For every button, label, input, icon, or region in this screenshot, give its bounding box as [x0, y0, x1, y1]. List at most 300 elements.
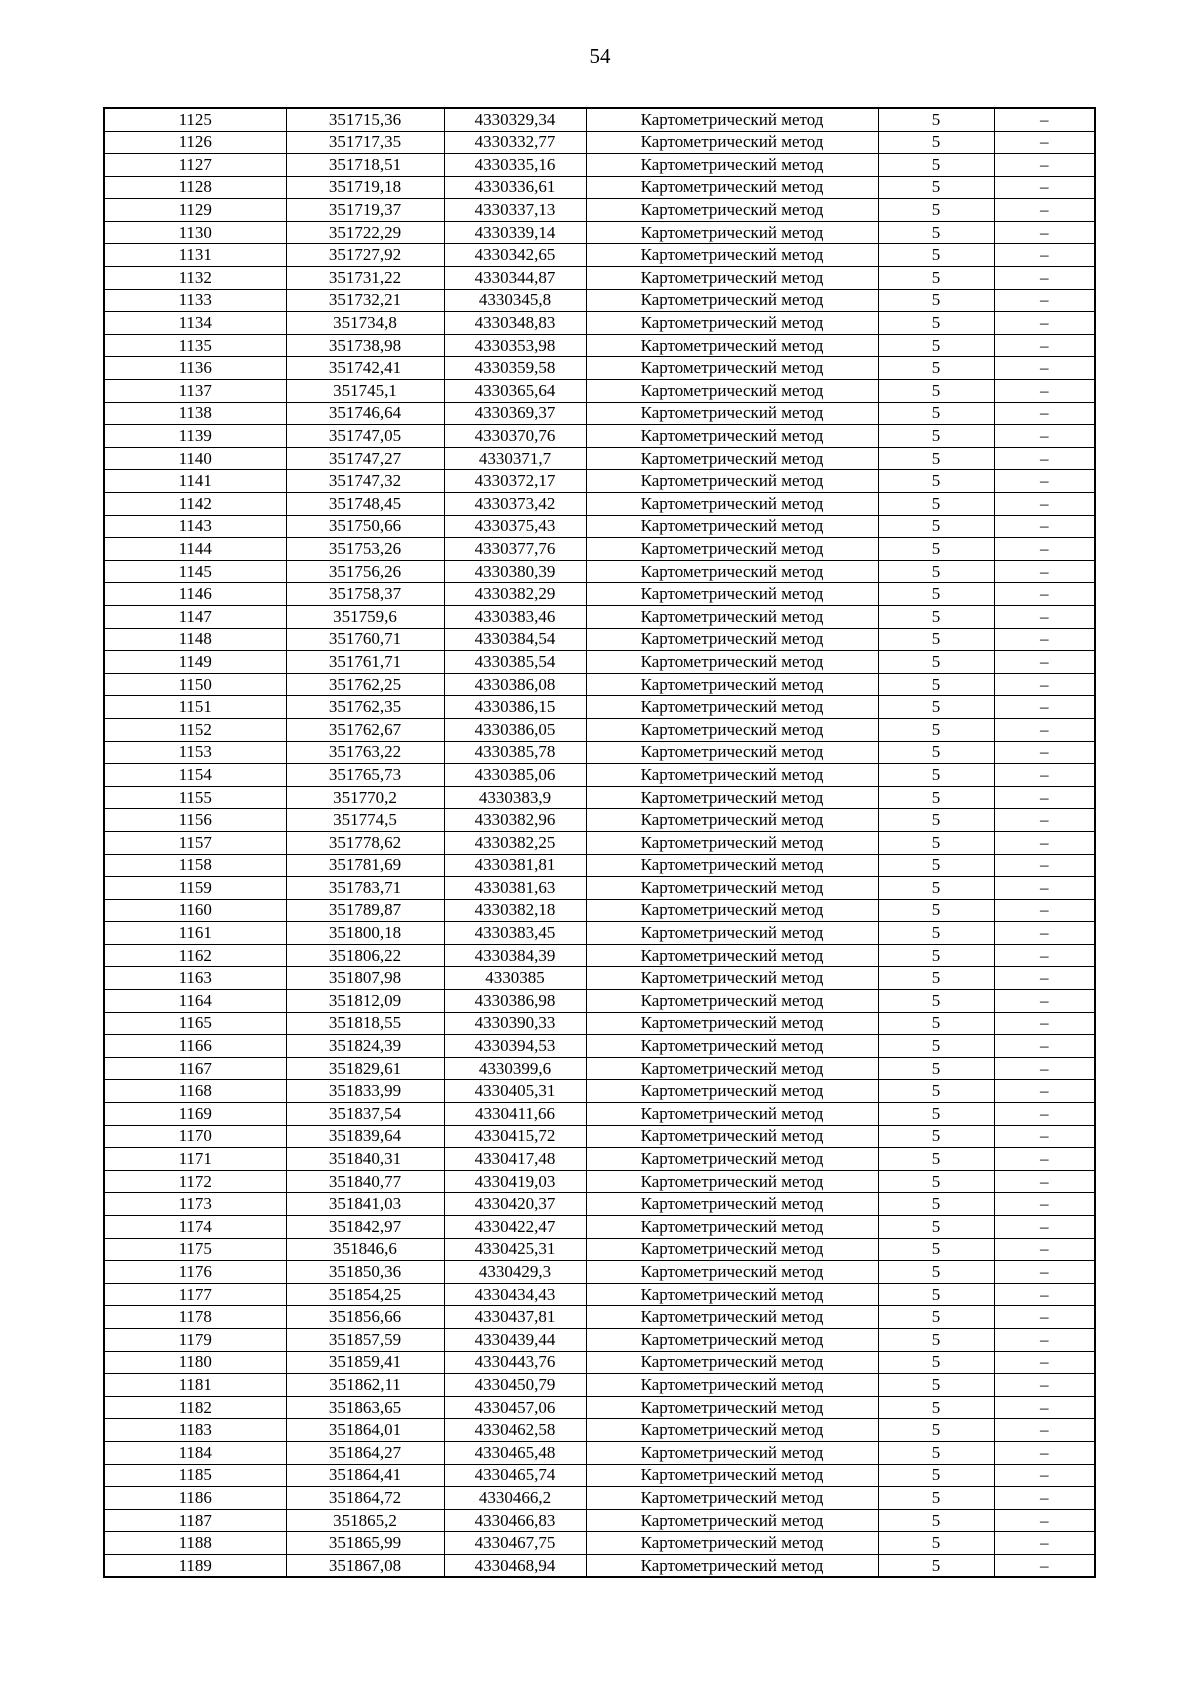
point-number-cell: 1185: [104, 1464, 286, 1487]
accuracy-cell: 5: [878, 1487, 994, 1510]
note-cell: –: [994, 1238, 1095, 1261]
y-coordinate-cell: 4330382,96: [444, 809, 586, 832]
table-row: [104, 651, 1095, 674]
method-cell: Картометрический метод: [586, 1261, 878, 1284]
x-coordinate-cell: 351846,6: [286, 1238, 444, 1261]
accuracy-cell: 5: [878, 673, 994, 696]
y-coordinate-cell: 4330386,98: [444, 990, 586, 1013]
method-cell: Картометрический метод: [586, 628, 878, 651]
y-coordinate-cell: 4330382,25: [444, 831, 586, 854]
note-cell: –: [994, 1103, 1095, 1126]
accuracy-cell: 5: [878, 1374, 994, 1397]
point-number-cell: 1133: [104, 289, 286, 312]
method-cell: Картометрический метод: [586, 1306, 878, 1329]
method-cell: Картометрический метод: [586, 1103, 878, 1126]
table-row: [104, 1441, 1095, 1464]
x-coordinate-cell: 351742,41: [286, 357, 444, 380]
point-number-cell: 1162: [104, 944, 286, 967]
table-row: [104, 244, 1095, 267]
x-coordinate-cell: 351839,64: [286, 1125, 444, 1148]
method-cell: Картометрический метод: [586, 1419, 878, 1442]
y-coordinate-cell: 4330411,66: [444, 1103, 586, 1126]
table-row: [104, 1193, 1095, 1216]
point-number-cell: 1166: [104, 1035, 286, 1058]
x-coordinate-cell: 351806,22: [286, 944, 444, 967]
y-coordinate-cell: 4330337,13: [444, 199, 586, 222]
y-coordinate-cell: 4330373,42: [444, 493, 586, 516]
table-row: [104, 267, 1095, 290]
accuracy-cell: 5: [878, 1238, 994, 1261]
point-number-cell: 1174: [104, 1216, 286, 1239]
x-coordinate-cell: 351857,59: [286, 1328, 444, 1351]
table-row: [104, 764, 1095, 787]
note-cell: –: [994, 447, 1095, 470]
accuracy-cell: 5: [878, 357, 994, 380]
point-number-cell: 1159: [104, 877, 286, 900]
note-cell: –: [994, 334, 1095, 357]
coordinates-table-body: [104, 108, 1095, 1577]
note-cell: –: [994, 108, 1095, 131]
accuracy-cell: 5: [878, 1170, 994, 1193]
note-cell: –: [994, 221, 1095, 244]
note-cell: –: [994, 1554, 1095, 1577]
point-number-cell: 1172: [104, 1170, 286, 1193]
point-number-cell: 1137: [104, 380, 286, 403]
note-cell: –: [994, 1148, 1095, 1171]
note-cell: –: [994, 944, 1095, 967]
point-number-cell: 1184: [104, 1441, 286, 1464]
method-cell: Картометрический метод: [586, 786, 878, 809]
x-coordinate-cell: 351762,35: [286, 696, 444, 719]
method-cell: Картометрический метод: [586, 1125, 878, 1148]
accuracy-cell: 5: [878, 1057, 994, 1080]
accuracy-cell: 5: [878, 154, 994, 177]
note-cell: –: [994, 1532, 1095, 1555]
method-cell: Картометрический метод: [586, 244, 878, 267]
y-coordinate-cell: 4330386,15: [444, 696, 586, 719]
point-number-cell: 1129: [104, 199, 286, 222]
point-number-cell: 1170: [104, 1125, 286, 1148]
note-cell: –: [994, 1035, 1095, 1058]
note-cell: –: [994, 357, 1095, 380]
y-coordinate-cell: 4330336,61: [444, 176, 586, 199]
table-row: [104, 1464, 1095, 1487]
x-coordinate-cell: 351824,39: [286, 1035, 444, 1058]
method-cell: Картометрический метод: [586, 1532, 878, 1555]
x-coordinate-cell: 351812,09: [286, 990, 444, 1013]
note-cell: –: [994, 493, 1095, 516]
accuracy-cell: 5: [878, 899, 994, 922]
note-cell: –: [994, 1396, 1095, 1419]
accuracy-cell: 5: [878, 1283, 994, 1306]
table-row: [104, 1216, 1095, 1239]
method-cell: Картометрический метод: [586, 651, 878, 674]
point-number-cell: 1136: [104, 357, 286, 380]
note-cell: –: [994, 1125, 1095, 1148]
point-number-cell: 1149: [104, 651, 286, 674]
method-cell: Картометрический метод: [586, 515, 878, 538]
method-cell: Картометрический метод: [586, 673, 878, 696]
table-row: [104, 1261, 1095, 1284]
point-number-cell: 1154: [104, 764, 286, 787]
accuracy-cell: 5: [878, 1193, 994, 1216]
method-cell: Картометрический метод: [586, 267, 878, 290]
accuracy-cell: 5: [878, 628, 994, 651]
x-coordinate-cell: 351807,98: [286, 967, 444, 990]
table-row: [104, 1057, 1095, 1080]
table-row: [104, 854, 1095, 877]
point-number-cell: 1163: [104, 967, 286, 990]
x-coordinate-cell: 351732,21: [286, 289, 444, 312]
table-row: [104, 1012, 1095, 1035]
y-coordinate-cell: 4330417,48: [444, 1148, 586, 1171]
point-number-cell: 1161: [104, 922, 286, 945]
table-row: [104, 131, 1095, 154]
method-cell: Картометрический метод: [586, 1193, 878, 1216]
y-coordinate-cell: 4330385,78: [444, 741, 586, 764]
note-cell: –: [994, 1374, 1095, 1397]
note-cell: –: [994, 786, 1095, 809]
table-row: [104, 583, 1095, 606]
method-cell: Картометрический метод: [586, 1012, 878, 1035]
accuracy-cell: 5: [878, 1103, 994, 1126]
accuracy-cell: 5: [878, 425, 994, 448]
y-coordinate-cell: 4330465,74: [444, 1464, 586, 1487]
point-number-cell: 1141: [104, 470, 286, 493]
point-number-cell: 1180: [104, 1351, 286, 1374]
y-coordinate-cell: 4330385: [444, 967, 586, 990]
table-row: [104, 741, 1095, 764]
method-cell: Картометрический метод: [586, 1057, 878, 1080]
method-cell: Картометрический метод: [586, 1374, 878, 1397]
note-cell: –: [994, 131, 1095, 154]
point-number-cell: 1134: [104, 312, 286, 335]
x-coordinate-cell: 351800,18: [286, 922, 444, 945]
point-number-cell: 1160: [104, 899, 286, 922]
x-coordinate-cell: 351842,97: [286, 1216, 444, 1239]
y-coordinate-cell: 4330342,65: [444, 244, 586, 267]
table-row: [104, 1170, 1095, 1193]
x-coordinate-cell: 351862,11: [286, 1374, 444, 1397]
note-cell: –: [994, 922, 1095, 945]
x-coordinate-cell: 351738,98: [286, 334, 444, 357]
y-coordinate-cell: 4330457,06: [444, 1396, 586, 1419]
x-coordinate-cell: 351774,5: [286, 809, 444, 832]
point-number-cell: 1168: [104, 1080, 286, 1103]
note-cell: –: [994, 1012, 1095, 1035]
x-coordinate-cell: 351717,35: [286, 131, 444, 154]
method-cell: Картометрический метод: [586, 1487, 878, 1510]
note-cell: –: [994, 176, 1095, 199]
method-cell: Картометрический метод: [586, 425, 878, 448]
note-cell: –: [994, 1419, 1095, 1442]
note-cell: –: [994, 289, 1095, 312]
x-coordinate-cell: 351763,22: [286, 741, 444, 764]
note-cell: –: [994, 470, 1095, 493]
note-cell: –: [994, 1509, 1095, 1532]
accuracy-cell: 5: [878, 380, 994, 403]
method-cell: Картометрический метод: [586, 967, 878, 990]
note-cell: –: [994, 1283, 1095, 1306]
x-coordinate-cell: 351770,2: [286, 786, 444, 809]
point-number-cell: 1187: [104, 1509, 286, 1532]
method-cell: Картометрический метод: [586, 312, 878, 335]
table-row: [104, 493, 1095, 516]
method-cell: Картометрический метод: [586, 1148, 878, 1171]
method-cell: Картометрический метод: [586, 1509, 878, 1532]
accuracy-cell: 5: [878, 402, 994, 425]
y-coordinate-cell: 4330371,7: [444, 447, 586, 470]
note-cell: –: [994, 244, 1095, 267]
x-coordinate-cell: 351746,64: [286, 402, 444, 425]
x-coordinate-cell: 351758,37: [286, 583, 444, 606]
method-cell: Картометрический метод: [586, 1283, 878, 1306]
note-cell: –: [994, 764, 1095, 787]
note-cell: –: [994, 628, 1095, 651]
note-cell: –: [994, 267, 1095, 290]
accuracy-cell: 5: [878, 1125, 994, 1148]
table-row: [104, 1554, 1095, 1577]
method-cell: Картометрический метод: [586, 108, 878, 131]
accuracy-cell: 5: [878, 493, 994, 516]
y-coordinate-cell: 4330466,2: [444, 1487, 586, 1510]
accuracy-cell: 5: [878, 221, 994, 244]
accuracy-cell: 5: [878, 786, 994, 809]
table-row: [104, 673, 1095, 696]
point-number-cell: 1150: [104, 673, 286, 696]
note-cell: –: [994, 899, 1095, 922]
table-row: [104, 199, 1095, 222]
table-row: [104, 786, 1095, 809]
method-cell: Картометрический метод: [586, 1351, 878, 1374]
note-cell: –: [994, 402, 1095, 425]
y-coordinate-cell: 4330383,45: [444, 922, 586, 945]
y-coordinate-cell: 4330422,47: [444, 1216, 586, 1239]
point-number-cell: 1178: [104, 1306, 286, 1329]
y-coordinate-cell: 4330381,63: [444, 877, 586, 900]
method-cell: Картометрический метод: [586, 154, 878, 177]
x-coordinate-cell: 351789,87: [286, 899, 444, 922]
table-row: [104, 1306, 1095, 1329]
y-coordinate-cell: 4330467,75: [444, 1532, 586, 1555]
table-row: [104, 628, 1095, 651]
y-coordinate-cell: 4330348,83: [444, 312, 586, 335]
method-cell: Картометрический метод: [586, 922, 878, 945]
accuracy-cell: 5: [878, 1532, 994, 1555]
accuracy-cell: 5: [878, 1554, 994, 1577]
y-coordinate-cell: 4330425,31: [444, 1238, 586, 1261]
x-coordinate-cell: 351841,03: [286, 1193, 444, 1216]
point-number-cell: 1173: [104, 1193, 286, 1216]
method-cell: Картометрический метод: [586, 447, 878, 470]
note-cell: –: [994, 1351, 1095, 1374]
note-cell: –: [994, 1216, 1095, 1239]
method-cell: Картометрический метод: [586, 809, 878, 832]
method-cell: Картометрический метод: [586, 1238, 878, 1261]
note-cell: –: [994, 1464, 1095, 1487]
accuracy-cell: 5: [878, 922, 994, 945]
y-coordinate-cell: 4330344,87: [444, 267, 586, 290]
note-cell: –: [994, 967, 1095, 990]
y-coordinate-cell: 4330429,3: [444, 1261, 586, 1284]
accuracy-cell: 5: [878, 560, 994, 583]
table-row: [104, 1283, 1095, 1306]
x-coordinate-cell: 351756,26: [286, 560, 444, 583]
point-number-cell: 1164: [104, 990, 286, 1013]
point-number-cell: 1189: [104, 1554, 286, 1577]
accuracy-cell: 5: [878, 583, 994, 606]
table-row: [104, 108, 1095, 131]
accuracy-cell: 5: [878, 1328, 994, 1351]
y-coordinate-cell: 4330339,14: [444, 221, 586, 244]
y-coordinate-cell: 4330335,16: [444, 154, 586, 177]
note-cell: –: [994, 1193, 1095, 1216]
accuracy-cell: 5: [878, 1035, 994, 1058]
note-cell: –: [994, 154, 1095, 177]
y-coordinate-cell: 4330399,6: [444, 1057, 586, 1080]
note-cell: –: [994, 1080, 1095, 1103]
y-coordinate-cell: 4330419,03: [444, 1170, 586, 1193]
point-number-cell: 1145: [104, 560, 286, 583]
y-coordinate-cell: 4330385,06: [444, 764, 586, 787]
y-coordinate-cell: 4330370,76: [444, 425, 586, 448]
accuracy-cell: 5: [878, 854, 994, 877]
accuracy-cell: 5: [878, 1441, 994, 1464]
method-cell: Картометрический метод: [586, 1216, 878, 1239]
note-cell: –: [994, 1057, 1095, 1080]
point-number-cell: 1139: [104, 425, 286, 448]
accuracy-cell: 5: [878, 515, 994, 538]
method-cell: Картометрический метод: [586, 357, 878, 380]
method-cell: Картометрический метод: [586, 560, 878, 583]
table-row: [104, 1125, 1095, 1148]
method-cell: Картометрический метод: [586, 493, 878, 516]
table-row: [104, 221, 1095, 244]
point-number-cell: 1132: [104, 267, 286, 290]
point-number-cell: 1151: [104, 696, 286, 719]
y-coordinate-cell: 4330329,34: [444, 108, 586, 131]
table-row: [104, 831, 1095, 854]
note-cell: –: [994, 425, 1095, 448]
table-row: [104, 538, 1095, 561]
point-number-cell: 1171: [104, 1148, 286, 1171]
accuracy-cell: 5: [878, 1012, 994, 1035]
y-coordinate-cell: 4330365,64: [444, 380, 586, 403]
point-number-cell: 1138: [104, 402, 286, 425]
y-coordinate-cell: 4330332,77: [444, 131, 586, 154]
point-number-cell: 1126: [104, 131, 286, 154]
accuracy-cell: 5: [878, 1351, 994, 1374]
x-coordinate-cell: 351734,8: [286, 312, 444, 335]
x-coordinate-cell: 351864,72: [286, 1487, 444, 1510]
y-coordinate-cell: 4330375,43: [444, 515, 586, 538]
table-row: [104, 1080, 1095, 1103]
method-cell: Картометрический метод: [586, 380, 878, 403]
method-cell: Картометрический метод: [586, 831, 878, 854]
method-cell: Картометрический метод: [586, 1328, 878, 1351]
note-cell: –: [994, 560, 1095, 583]
table-row: [104, 402, 1095, 425]
accuracy-cell: 5: [878, 1464, 994, 1487]
accuracy-cell: 5: [878, 1509, 994, 1532]
y-coordinate-cell: 4330405,31: [444, 1080, 586, 1103]
y-coordinate-cell: 4330434,43: [444, 1283, 586, 1306]
x-coordinate-cell: 351856,66: [286, 1306, 444, 1329]
point-number-cell: 1167: [104, 1057, 286, 1080]
accuracy-cell: 5: [878, 176, 994, 199]
point-number-cell: 1155: [104, 786, 286, 809]
table-row: [104, 1035, 1095, 1058]
table-row: [104, 696, 1095, 719]
y-coordinate-cell: 4330386,05: [444, 718, 586, 741]
y-coordinate-cell: 4330462,58: [444, 1419, 586, 1442]
note-cell: –: [994, 199, 1095, 222]
point-number-cell: 1182: [104, 1396, 286, 1419]
x-coordinate-cell: 351837,54: [286, 1103, 444, 1126]
note-cell: –: [994, 651, 1095, 674]
table-row: [104, 312, 1095, 335]
point-number-cell: 1165: [104, 1012, 286, 1035]
note-cell: –: [994, 696, 1095, 719]
accuracy-cell: 5: [878, 289, 994, 312]
method-cell: Картометрический метод: [586, 221, 878, 244]
point-number-cell: 1177: [104, 1283, 286, 1306]
accuracy-cell: 5: [878, 108, 994, 131]
method-cell: Картометрический метод: [586, 741, 878, 764]
table-row: [104, 470, 1095, 493]
x-coordinate-cell: 351762,67: [286, 718, 444, 741]
point-number-cell: 1157: [104, 831, 286, 854]
method-cell: Картометрический метод: [586, 1396, 878, 1419]
table-row: [104, 718, 1095, 741]
point-number-cell: 1131: [104, 244, 286, 267]
y-coordinate-cell: 4330382,29: [444, 583, 586, 606]
table-row: [104, 1351, 1095, 1374]
method-cell: Картометрический метод: [586, 854, 878, 877]
y-coordinate-cell: 4330443,76: [444, 1351, 586, 1374]
y-coordinate-cell: 4330468,94: [444, 1554, 586, 1577]
x-coordinate-cell: 351750,66: [286, 515, 444, 538]
x-coordinate-cell: 351829,61: [286, 1057, 444, 1080]
accuracy-cell: 5: [878, 831, 994, 854]
x-coordinate-cell: 351867,08: [286, 1554, 444, 1577]
accuracy-cell: 5: [878, 1080, 994, 1103]
point-number-cell: 1169: [104, 1103, 286, 1126]
y-coordinate-cell: 4330353,98: [444, 334, 586, 357]
y-coordinate-cell: 4330386,08: [444, 673, 586, 696]
y-coordinate-cell: 4330466,83: [444, 1509, 586, 1532]
method-cell: Картометрический метод: [586, 696, 878, 719]
accuracy-cell: 5: [878, 990, 994, 1013]
table-row: [104, 1328, 1095, 1351]
x-coordinate-cell: 351864,01: [286, 1419, 444, 1442]
note-cell: –: [994, 718, 1095, 741]
method-cell: Картометрический метод: [586, 990, 878, 1013]
y-coordinate-cell: 4330465,48: [444, 1441, 586, 1464]
accuracy-cell: 5: [878, 538, 994, 561]
accuracy-cell: 5: [878, 809, 994, 832]
y-coordinate-cell: 4330369,37: [444, 402, 586, 425]
table-row: [104, 357, 1095, 380]
point-number-cell: 1140: [104, 447, 286, 470]
accuracy-cell: 5: [878, 967, 994, 990]
note-cell: –: [994, 538, 1095, 561]
y-coordinate-cell: 4330382,18: [444, 899, 586, 922]
page-number: 54: [589, 44, 611, 68]
method-cell: Картометрический метод: [586, 1464, 878, 1487]
method-cell: Картометрический метод: [586, 583, 878, 606]
x-coordinate-cell: 351747,32: [286, 470, 444, 493]
